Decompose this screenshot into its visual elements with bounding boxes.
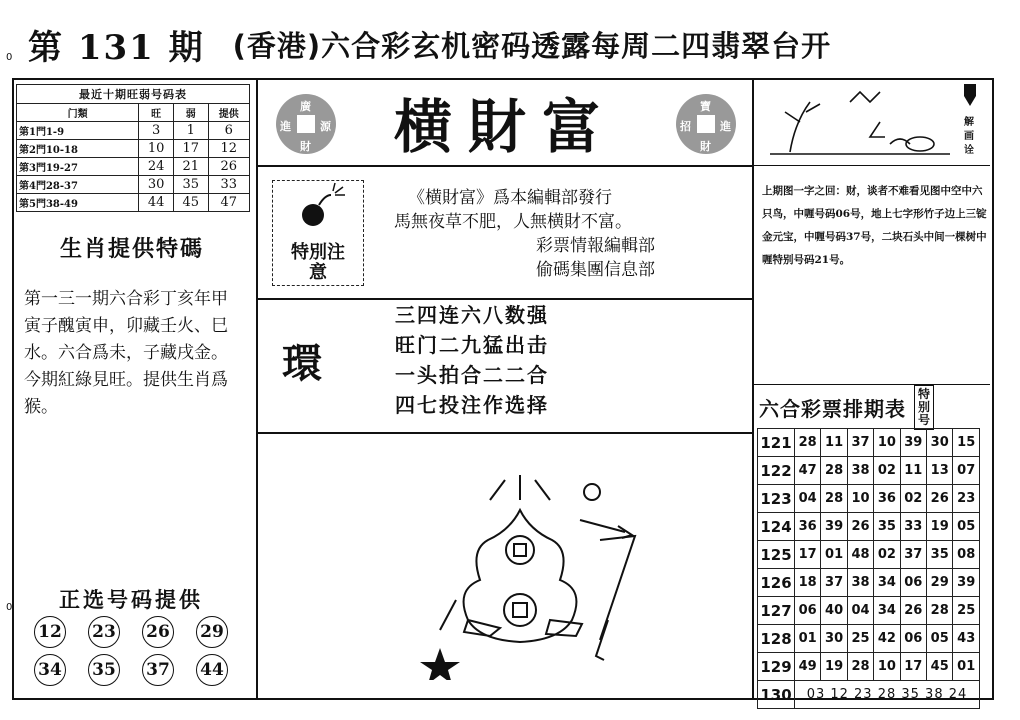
picture-hint-text: 上期图一字之回：财，谈者不难看见图中空中六只鸟，中喱号码06号，地上七字形竹子边上三锭金元宝，中喱号码37号，二块石头中间一棵树中喱特别号码21号。	[762, 185, 987, 266]
table-row	[17, 140, 250, 158]
issue-cell: 130	[758, 681, 795, 709]
row-label: 第5門38-49	[17, 194, 139, 212]
number-cell: 28	[794, 429, 820, 457]
number-cell: 43	[953, 625, 980, 653]
number-cell: 39	[821, 513, 847, 541]
issue-cell: 125	[758, 541, 795, 569]
number-cell: 28	[847, 653, 873, 681]
table-caption: 最近十期旺弱号码表	[16, 84, 250, 103]
issue-cell: 123	[758, 485, 795, 513]
number-cell: 48	[847, 541, 873, 569]
pointing-hand-icon	[958, 82, 982, 102]
coin-char: 廣	[300, 100, 311, 113]
notice-label: 特別注意	[291, 242, 345, 283]
picks-heading: 正选号码提供	[59, 588, 203, 612]
pick-number: 12	[34, 616, 66, 648]
issue-cell: 129	[758, 653, 795, 681]
divider	[256, 165, 754, 167]
picture-hint-label: 解画诠	[964, 117, 974, 156]
notice-line: 馬無夜草不肥，人無横財不富。	[394, 212, 632, 232]
coin-char: 財	[700, 140, 711, 153]
riddle-char: 環	[282, 340, 322, 387]
table-row	[758, 653, 980, 681]
cell-tigong: 6	[208, 122, 249, 140]
number-cell: 37	[900, 541, 926, 569]
table-row	[17, 122, 250, 140]
number-cell: 08	[953, 541, 980, 569]
number-cell: 38	[847, 457, 873, 485]
pick-number: 35	[88, 654, 120, 686]
divider	[752, 384, 990, 385]
cell-tigong: 12	[208, 140, 249, 158]
schedule-title: 六合彩票排期表	[759, 396, 906, 421]
issue-cell: 121	[758, 429, 795, 457]
number-cell: 05	[953, 513, 980, 541]
number-cell: 28	[821, 457, 847, 485]
col-header: 提供	[208, 104, 249, 122]
coin-icon	[276, 94, 336, 154]
notice-line: 彩票情報編輯部	[536, 236, 655, 256]
number-cell: 33	[900, 513, 926, 541]
number-cell: 04	[847, 597, 873, 625]
number-cell: 11	[821, 429, 847, 457]
margin-mark: 0	[6, 52, 13, 63]
number-cell: 39	[900, 429, 926, 457]
number-cell: 02	[874, 541, 900, 569]
number-cell: 42	[874, 625, 900, 653]
number-cell: 37	[821, 569, 847, 597]
table-row	[758, 485, 980, 513]
number-cell: 04	[794, 485, 820, 513]
number-cell: 37	[847, 429, 873, 457]
page-header	[28, 14, 988, 74]
number-cell: 23	[953, 485, 980, 513]
pick-number: 37	[142, 654, 174, 686]
number-cell: 15	[953, 429, 980, 457]
notice-text	[380, 186, 750, 282]
coin-char: 財	[300, 140, 311, 153]
notice-line: 《横財富》爲本編輯部發行	[408, 188, 612, 208]
coin-char: 源	[320, 120, 331, 133]
number-cell: 34	[874, 597, 900, 625]
table-row	[758, 541, 980, 569]
number-cell: 01	[794, 625, 820, 653]
number-cell: 19	[927, 513, 953, 541]
row-label: 第1門1-9	[17, 122, 139, 140]
number-cell: 17	[794, 541, 820, 569]
verse-line: 一头拍合二二合	[395, 363, 549, 387]
table-row	[17, 176, 250, 194]
divider	[256, 78, 258, 698]
issue-cell: 127	[758, 597, 795, 625]
table-row	[758, 513, 980, 541]
divider	[256, 432, 754, 434]
cell-wang: 3	[139, 122, 174, 140]
pick-number: 34	[34, 654, 66, 686]
number-cell: 25	[847, 625, 873, 653]
number-cell: 10	[847, 485, 873, 513]
zodiac-text: 第一三一期六合彩丁亥年甲寅子醜寅申，卯藏壬火、巳水。六合爲未，子藏戌金。今期紅綠見旺。提供生肖爲猴。	[24, 289, 228, 417]
divider	[752, 165, 990, 166]
number-cell: 38	[847, 569, 873, 597]
number-cell: 26	[927, 485, 953, 513]
issue-cell: 124	[758, 513, 795, 541]
pick-number: 23	[88, 616, 120, 648]
number-cell: 35	[874, 513, 900, 541]
table-row	[17, 158, 250, 176]
number-cell: 10	[874, 429, 900, 457]
number-cell: 25	[953, 597, 980, 625]
number-cell: 30	[927, 429, 953, 457]
number-cell: 36	[874, 485, 900, 513]
number-cell: 30	[821, 625, 847, 653]
issue-cell: 126	[758, 569, 795, 597]
schedule-header	[757, 388, 978, 426]
number-cell: 06	[794, 597, 820, 625]
table-row	[17, 194, 250, 212]
margin-mark: 0	[6, 602, 13, 613]
number-cell: 07	[953, 457, 980, 485]
coin-char: 進	[280, 120, 291, 133]
number-cell: 02	[900, 485, 926, 513]
number-cell: 36	[794, 513, 820, 541]
zodiac-heading: 生肖提供特碼	[59, 237, 204, 262]
table-row	[758, 597, 980, 625]
cell-tigong: 33	[208, 176, 249, 194]
coin-char: 寶	[700, 100, 711, 113]
number-cell: 28	[821, 485, 847, 513]
pick-number: 26	[142, 616, 174, 648]
number-cell: 17	[900, 653, 926, 681]
pick-number: 44	[196, 654, 228, 686]
cell-ruo: 1	[173, 122, 208, 140]
table-row	[758, 681, 980, 709]
notice-line: 偷碼集團信息部	[536, 260, 655, 280]
number-cell: 01	[953, 653, 980, 681]
page-title: (香港)六合彩玄机密码透露每周二四翡翠台开	[232, 28, 832, 63]
cell-ruo: 21	[173, 158, 208, 176]
cell-wang: 30	[139, 176, 174, 194]
table-row	[758, 429, 980, 457]
number-cell: 06	[900, 569, 926, 597]
row-label: 第4門28-37	[17, 176, 139, 194]
number-cell: 06	[900, 625, 926, 653]
cell-wang: 10	[139, 140, 174, 158]
col-header: 弱	[173, 104, 208, 122]
hot-cold-table	[16, 84, 250, 212]
coin-char: 招	[680, 120, 691, 133]
bomb-icon	[273, 181, 363, 241]
riddle-verse	[395, 300, 549, 420]
brand-title: 横財富	[393, 93, 616, 161]
pick-number: 29	[196, 616, 228, 648]
col-header: 门類	[17, 104, 139, 122]
number-cell: 18	[794, 569, 820, 597]
gourd-illustration	[360, 470, 650, 680]
verse-line: 旺门二九猛出击	[395, 333, 549, 357]
cell-wang: 44	[139, 194, 174, 212]
cell-tigong: 47	[208, 194, 249, 212]
verse-line: 四七投注作选择	[395, 393, 549, 417]
divider	[752, 78, 754, 698]
number-cell: 34	[874, 569, 900, 597]
table-row	[758, 457, 980, 485]
issue-number: 第 131 期	[28, 27, 205, 68]
number-cell: 47	[794, 457, 820, 485]
issue-cell: 122	[758, 457, 795, 485]
row-label: 第2門10-18	[17, 140, 139, 158]
number-cell: 26	[847, 513, 873, 541]
number-cell: 49	[794, 653, 820, 681]
number-cell: 10	[874, 653, 900, 681]
number-cell: 13	[927, 457, 953, 485]
cell-tigong: 26	[208, 158, 249, 176]
number-cell: 40	[821, 597, 847, 625]
table-row	[758, 569, 980, 597]
number-cell: 19	[821, 653, 847, 681]
draw-schedule-table	[757, 428, 980, 709]
notice-box	[272, 180, 364, 286]
number-cell: 01	[821, 541, 847, 569]
row-label: 第3門19-27	[17, 158, 139, 176]
number-cell: 29	[927, 569, 953, 597]
number-cell: 39	[953, 569, 980, 597]
number-cell: 28	[927, 597, 953, 625]
verse-line: 三四连六八数强	[395, 303, 549, 327]
riddle-picture	[760, 82, 960, 162]
number-cell: 02	[874, 457, 900, 485]
number-cell: 11	[900, 457, 926, 485]
table-row	[758, 625, 980, 653]
cell-ruo: 45	[173, 194, 208, 212]
schedule-tag: 特别号	[914, 385, 934, 430]
latest-numbers: 03 12 23 28 35 38 24	[794, 681, 979, 709]
number-cell: 35	[927, 541, 953, 569]
number-cell: 26	[900, 597, 926, 625]
col-header: 旺	[139, 104, 174, 122]
number-cell: 45	[927, 653, 953, 681]
cell-ruo: 35	[173, 176, 208, 194]
cell-wang: 24	[139, 158, 174, 176]
cell-ruo: 17	[173, 140, 208, 158]
coin-icon	[676, 94, 736, 154]
issue-cell: 128	[758, 625, 795, 653]
coin-char: 進	[720, 120, 731, 133]
number-cell: 05	[927, 625, 953, 653]
